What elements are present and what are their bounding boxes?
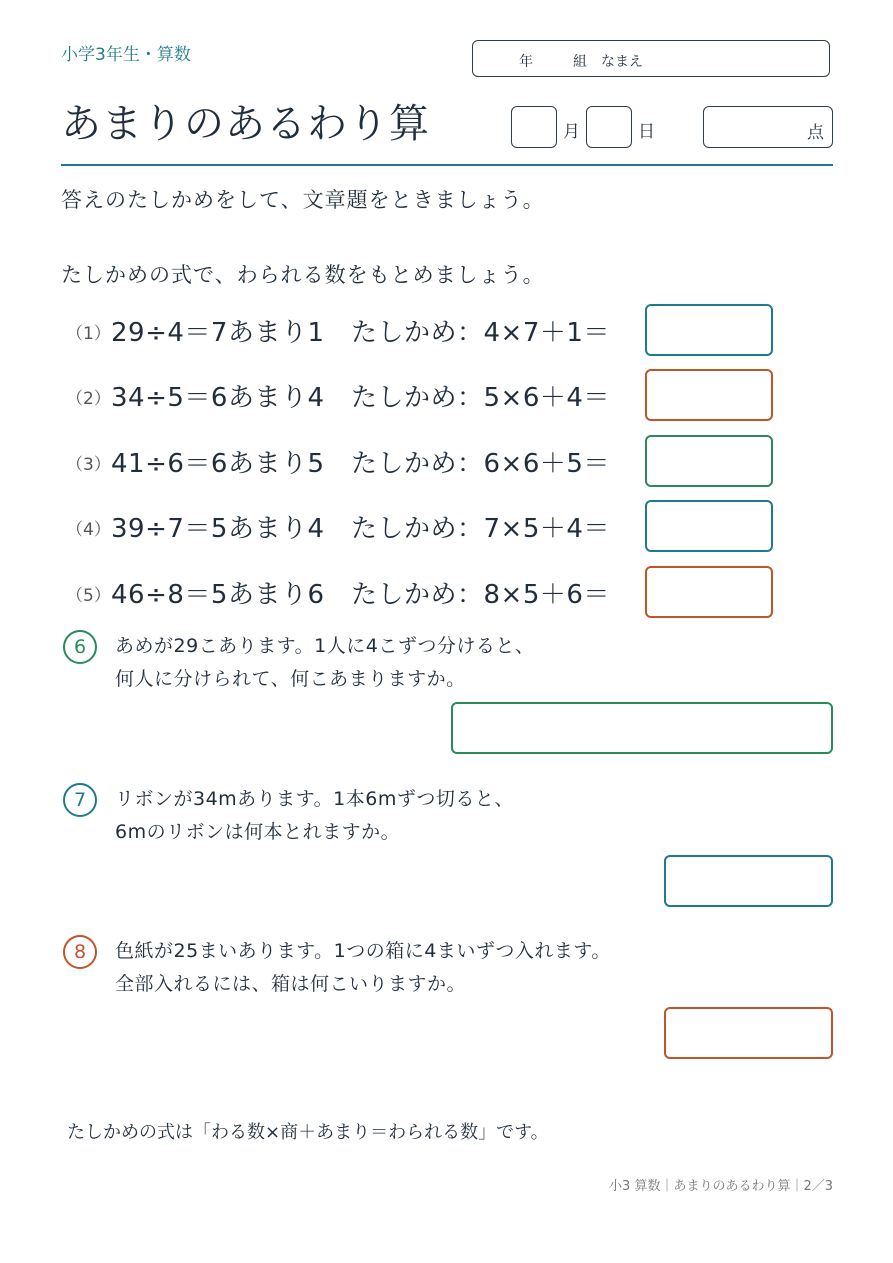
problem-text	[115, 783, 514, 849]
answer-box[interactable]	[664, 1007, 833, 1059]
day-label: 日	[638, 122, 655, 142]
sub-instruction: たしかめの式で、わられる数をもとめましょう。	[61, 263, 545, 287]
problem-line: あめが29こあります。1人に4こずつ分けると、	[115, 635, 535, 657]
class-label: 組	[573, 54, 587, 70]
hint-note: たしかめの式は「わる数×商＋あまり＝わられる数」です。	[67, 1122, 549, 1143]
grade-label: 小学3年生・算数	[61, 45, 191, 65]
name-field[interactable]	[472, 40, 830, 77]
header-divider	[61, 164, 833, 166]
page-footer: 小3 算数｜あまりのあるわり算｜2／3	[609, 1179, 833, 1194]
question-number: （4）	[66, 520, 111, 540]
question-text: 29÷4＝7あまり1 たしかめ：4×7＋1＝	[111, 318, 610, 348]
question-text: 46÷8＝5あまり6 たしかめ：8×5＋6＝	[111, 580, 610, 610]
question-number: （3）	[66, 455, 111, 475]
question-text: 41÷6＝6あまり5 たしかめ：6×6＋5＝	[111, 449, 610, 479]
question-row	[66, 435, 776, 487]
main-instruction: 答えのたしかめをして、文章題をときましょう。	[61, 188, 545, 212]
answer-box[interactable]	[645, 566, 773, 618]
problem-line: リボンが34mあります。1本6mずつ切ると、	[115, 788, 514, 810]
question-row	[66, 369, 776, 421]
question-text: 34÷5＝6あまり4 たしかめ：5×6＋4＝	[111, 383, 610, 413]
problem-text	[115, 935, 611, 1001]
page-title: あまりのあるわり算	[61, 101, 430, 147]
answer-box[interactable]	[645, 500, 773, 552]
problem-number-badge: 7	[63, 783, 97, 817]
problem-line: 全部入れるには、箱は何こいりますか。	[115, 973, 467, 995]
question-row	[66, 304, 776, 356]
answer-box[interactable]	[451, 702, 833, 754]
score-label: 点	[807, 123, 824, 143]
answer-box[interactable]	[664, 855, 833, 907]
score-input[interactable]	[703, 106, 833, 148]
problem-line: 色紙が25まいあります。1つの箱に4まいずつ入れます。	[115, 940, 611, 962]
question-row	[66, 566, 776, 618]
question-row	[66, 500, 776, 552]
answer-box[interactable]	[645, 304, 773, 356]
question-text: 39÷7＝5あまり4 たしかめ：7×5＋4＝	[111, 514, 610, 544]
problem-number-badge: 6	[63, 630, 97, 664]
year-label: 年	[519, 54, 533, 70]
day-input[interactable]	[586, 106, 632, 148]
answer-box[interactable]	[645, 435, 773, 487]
month-label: 月	[563, 122, 580, 142]
problem-number-badge: 8	[63, 935, 97, 969]
name-label: なまえ	[601, 54, 643, 70]
question-number: （5）	[66, 586, 111, 606]
problem-line: 何人に分けられて、何こあまりますか。	[115, 668, 466, 690]
question-number: （2）	[66, 389, 111, 409]
answer-box[interactable]	[645, 369, 773, 421]
month-input[interactable]	[511, 106, 557, 148]
question-number: （1）	[66, 324, 111, 344]
problem-text	[115, 630, 534, 696]
problem-line: 6mのリボンは何本とれますか。	[115, 821, 401, 843]
